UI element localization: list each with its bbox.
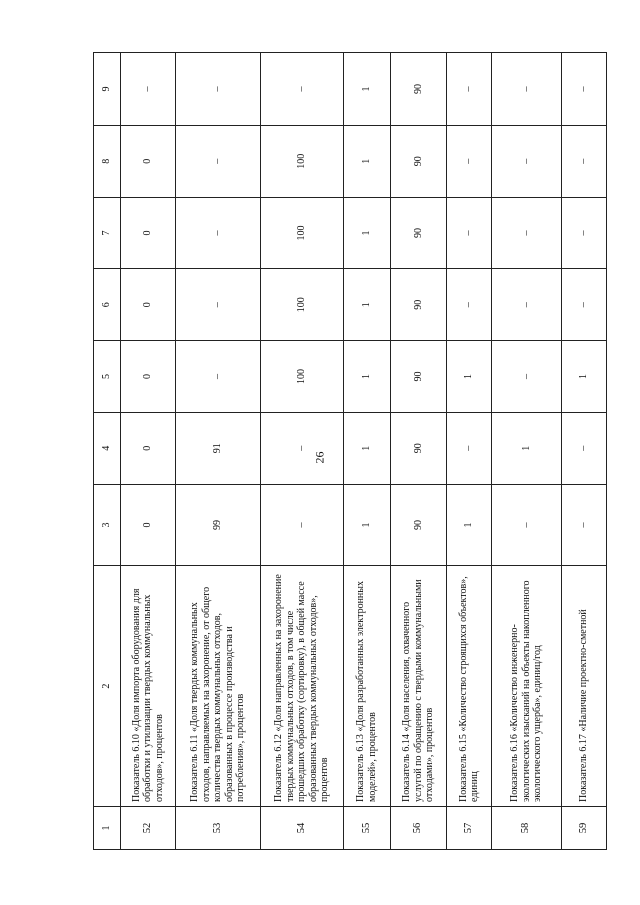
- row-number: 58: [492, 806, 561, 849]
- value-cell: –: [561, 53, 606, 126]
- value-cell: 91: [176, 412, 261, 484]
- table-row: [260, 53, 344, 850]
- indicator-table: [93, 52, 607, 850]
- value-cell: –: [492, 341, 561, 413]
- col-header-7: 7: [94, 197, 121, 269]
- value-cell: –: [561, 197, 606, 269]
- table-row: [561, 53, 606, 850]
- value-cell: 99: [176, 484, 261, 566]
- value-cell: 90: [390, 53, 446, 126]
- indicator-description: Показатель 6.14 «Доля населения, охваченного услугой по обращению с твердыми коммунальными отходами», процентов: [390, 566, 446, 807]
- value-cell: 90: [390, 197, 446, 269]
- value-cell: 100: [260, 125, 344, 197]
- row-number: 55: [344, 806, 390, 849]
- value-cell: 1: [344, 484, 390, 566]
- value-cell: –: [561, 412, 606, 484]
- value-cell: –: [446, 412, 491, 484]
- indicator-description: Показатель 6.10 «Доля импорта оборудования для обработки и утилизации твердых коммунальных отходов», процентов: [121, 566, 176, 807]
- value-cell: –: [561, 484, 606, 566]
- value-cell: 100: [260, 197, 344, 269]
- value-cell: –: [561, 125, 606, 197]
- page-number-text: 26: [312, 451, 327, 464]
- value-cell: –: [561, 269, 606, 341]
- value-cell: –: [492, 125, 561, 197]
- value-cell: –: [176, 125, 261, 197]
- indicator-description: Показатель 6.17 «Наличие проектно-сметной: [561, 566, 606, 807]
- value-cell: 90: [390, 341, 446, 413]
- table-frame: [93, 52, 607, 850]
- value-cell: –: [260, 484, 344, 566]
- col-header-9: 9: [94, 53, 121, 126]
- value-cell: –: [176, 269, 261, 341]
- col-header-1: 1: [94, 806, 121, 849]
- indicator-description: Показатель 6.15 «Количество строящихся объектов», единиц: [446, 566, 491, 807]
- value-cell: 0: [121, 197, 176, 269]
- value-cell: 0: [121, 484, 176, 566]
- table-row: [344, 53, 390, 850]
- value-cell: 1: [344, 269, 390, 341]
- value-cell: 90: [390, 269, 446, 341]
- value-cell: –: [492, 53, 561, 126]
- value-cell: –: [446, 125, 491, 197]
- indicator-description: Показатель 6.11 «Доля твердых коммунальных отходов, направляемых на захоронение, от общего количества твердых коммунальных отходов, образованных в процессе производства и потребления», процентов: [176, 566, 261, 807]
- indicator-description: Показатель 6.13 «Доля разработанных электронных моделей», процентов: [344, 566, 390, 807]
- col-header-6: 6: [94, 269, 121, 341]
- value-cell: –: [176, 341, 261, 413]
- value-cell: 1: [344, 53, 390, 126]
- col-header-3: 3: [94, 484, 121, 566]
- value-cell: 1: [492, 412, 561, 484]
- value-cell: –: [176, 53, 261, 126]
- value-cell: –: [446, 53, 491, 126]
- row-number: 52: [121, 806, 176, 849]
- row-number: 59: [561, 806, 606, 849]
- table-row: [492, 53, 561, 850]
- indicator-description: Показатель 6.16 «Количество инженерно-экологических изысканий на объекты накопленного экологического ущерба», единиц/год: [492, 566, 561, 807]
- table-row: [446, 53, 491, 850]
- value-cell: 100: [260, 341, 344, 413]
- value-cell: 0: [121, 412, 176, 484]
- value-cell: –: [492, 269, 561, 341]
- col-header-2: 2: [94, 566, 121, 807]
- value-cell: 0: [121, 125, 176, 197]
- value-cell: 1: [344, 412, 390, 484]
- value-cell: 1: [344, 197, 390, 269]
- value-cell: 0: [121, 341, 176, 413]
- col-header-4: 4: [94, 412, 121, 484]
- value-cell: 0: [121, 269, 176, 341]
- value-cell: 1: [446, 484, 491, 566]
- value-cell: 90: [390, 484, 446, 566]
- row-number: 53: [176, 806, 261, 849]
- header-row: [94, 53, 121, 850]
- table-row: [390, 53, 446, 850]
- row-number: 54: [260, 806, 344, 849]
- col-header-5: 5: [94, 341, 121, 413]
- value-cell: –: [492, 197, 561, 269]
- value-cell: 1: [344, 341, 390, 413]
- value-cell: –: [176, 197, 261, 269]
- value-cell: 1: [561, 341, 606, 413]
- value-cell: 90: [390, 125, 446, 197]
- row-number: 56: [390, 806, 446, 849]
- row-number: 57: [446, 806, 491, 849]
- value-cell: –: [260, 53, 344, 126]
- value-cell: –: [121, 53, 176, 126]
- value-cell: 1: [446, 341, 491, 413]
- value-cell: 1: [344, 125, 390, 197]
- col-header-8: 8: [94, 125, 121, 197]
- table-row: [121, 53, 176, 850]
- value-cell: 100: [260, 269, 344, 341]
- value-cell: –: [446, 269, 491, 341]
- value-cell: –: [260, 412, 344, 484]
- value-cell: 90: [390, 412, 446, 484]
- table-row: [176, 53, 261, 850]
- indicator-description: Показатель 6.12 «Доля направленных на захоронение твердых коммунальных отходов, в том числе прошедших обработку (сортировку), в общей массе образованных твердых коммунальных отходов», процентов: [260, 566, 344, 807]
- value-cell: –: [446, 197, 491, 269]
- value-cell: –: [492, 484, 561, 566]
- rotated-table-container: [93, 52, 607, 850]
